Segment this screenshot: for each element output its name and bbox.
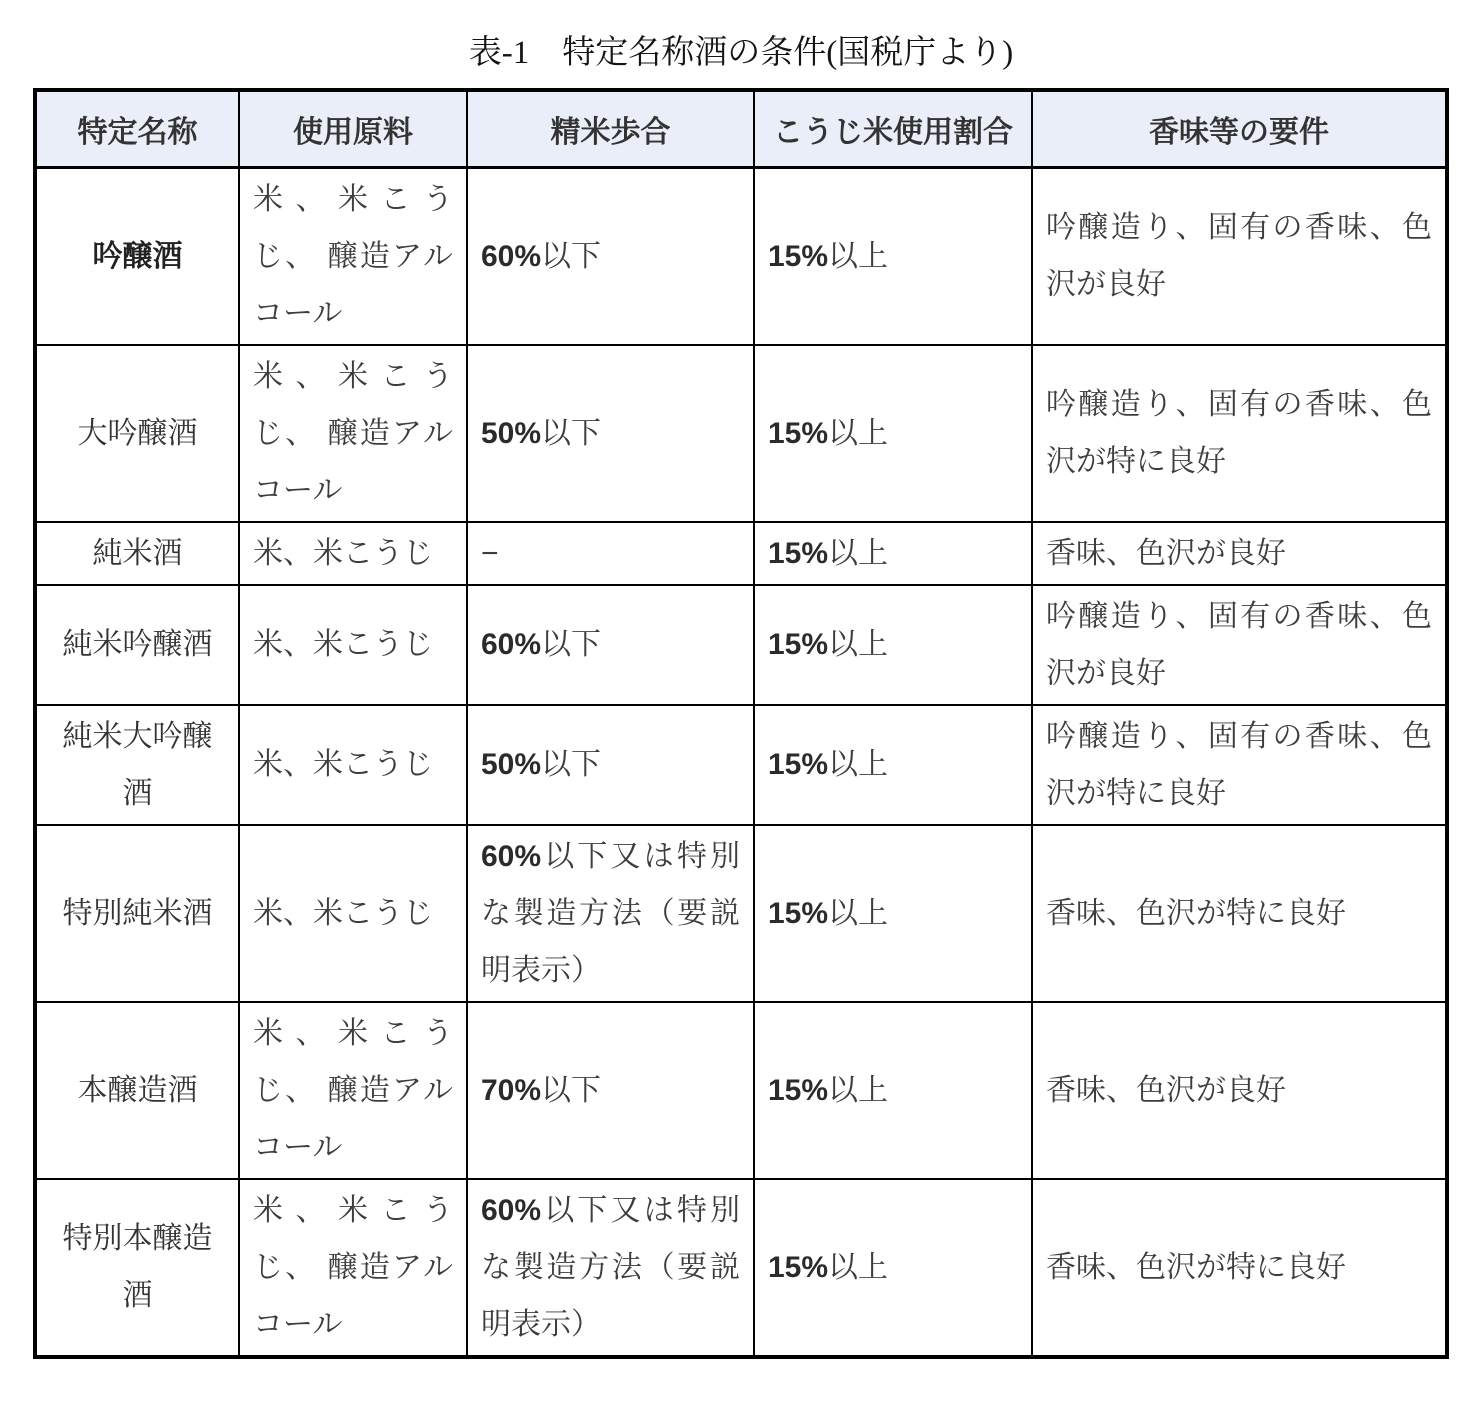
table-cell-name: 純米大吟醸酒 bbox=[35, 705, 239, 825]
column-header: こうじ米使用割合 bbox=[754, 90, 1032, 167]
table-cell-koji: 15%以上 bbox=[754, 167, 1032, 345]
column-header: 使用原料 bbox=[239, 90, 467, 167]
table-cell-polish: 60%以下又は特別な製造方法（要説明表示） bbox=[467, 825, 754, 1002]
table-row bbox=[35, 1179, 1447, 1357]
table-cell-name: 特別本醸造酒 bbox=[35, 1179, 239, 1357]
table-cell-name: 純米吟醸酒 bbox=[35, 585, 239, 705]
column-header: 香味等の要件 bbox=[1032, 90, 1447, 167]
percentage-value: 15% bbox=[768, 536, 829, 570]
percentage-value: 60% bbox=[481, 839, 542, 873]
table-cell-polish: 50%以下 bbox=[467, 345, 754, 522]
percentage-value: 60% bbox=[481, 628, 542, 661]
table-cell-koji: 15%以上 bbox=[754, 585, 1032, 705]
table-cell-ingredients: 米、米こうじ bbox=[239, 705, 467, 825]
table-cell-koji: 15%以上 bbox=[754, 1179, 1032, 1357]
percentage-value: 15% bbox=[768, 896, 829, 930]
table-cell-ingredients: 米、米こうじ、 醸造アルコール bbox=[239, 1002, 467, 1179]
table-cell-name: 大吟醸酒 bbox=[35, 345, 239, 522]
header-row bbox=[35, 90, 1447, 167]
sake-classification-table bbox=[33, 88, 1449, 1359]
table-row bbox=[35, 345, 1447, 522]
table-cell-name: 吟醸酒 bbox=[35, 167, 239, 345]
table-cell-polish: 60%以下 bbox=[467, 585, 754, 705]
table-cell-polish: 50%以下 bbox=[467, 705, 754, 825]
table-cell-flavor: 香味、色沢が良好 bbox=[1032, 1002, 1447, 1179]
table-cell-flavor: 吟醸造り、固有の香味、色沢が良好 bbox=[1032, 167, 1447, 345]
table-row bbox=[35, 825, 1447, 1002]
table-row bbox=[35, 167, 1447, 345]
table-cell-polish: 70%以下 bbox=[467, 1002, 754, 1179]
percentage-value: 15% bbox=[768, 628, 829, 661]
table-cell-koji: 15%以上 bbox=[754, 705, 1032, 825]
table-cell-polish: − bbox=[467, 522, 754, 585]
table-cell-flavor: 香味、色沢が特に良好 bbox=[1032, 825, 1447, 1002]
percentage-value: 15% bbox=[768, 239, 829, 273]
percentage-value: 15% bbox=[768, 1250, 829, 1284]
table-row bbox=[35, 705, 1447, 825]
document-page bbox=[0, 26, 1482, 1416]
table-cell-koji: 15%以上 bbox=[754, 345, 1032, 522]
table-body bbox=[35, 167, 1447, 1357]
table-cell-polish: 60%以下 bbox=[467, 167, 754, 345]
percentage-value: 50% bbox=[481, 416, 542, 450]
table-row bbox=[35, 522, 1447, 585]
table-cell-koji: 15%以上 bbox=[754, 1002, 1032, 1179]
table-cell-koji: 15%以上 bbox=[754, 825, 1032, 1002]
table-cell-flavor: 吟醸造り、固有の香味、色沢が特に良好 bbox=[1032, 705, 1447, 825]
percentage-value: 15% bbox=[768, 416, 829, 450]
percentage-value: 60% bbox=[481, 1193, 542, 1227]
table-cell-flavor: 香味、色沢が良好 bbox=[1032, 522, 1447, 585]
percentage-value: 15% bbox=[768, 748, 829, 781]
column-header: 精米歩合 bbox=[467, 90, 754, 167]
table-row bbox=[35, 585, 1447, 705]
table-cell-flavor: 吟醸造り、固有の香味、色沢が特に良好 bbox=[1032, 345, 1447, 522]
table-cell-ingredients: 米、米こうじ bbox=[239, 522, 467, 585]
percentage-value: 15% bbox=[768, 1073, 829, 1107]
percentage-value: 50% bbox=[481, 748, 542, 781]
table-cell-flavor: 吟醸造り、固有の香味、色沢が良好 bbox=[1032, 585, 1447, 705]
table-cell-name: 本醸造酒 bbox=[35, 1002, 239, 1179]
table-cell-ingredients: 米、米こうじ、 醸造アルコール bbox=[239, 1179, 467, 1357]
table-cell-ingredients: 米、米こうじ、 醸造アルコール bbox=[239, 345, 467, 522]
table-caption: 表-1 特定名称酒の条件(国税庁より) bbox=[468, 35, 1014, 71]
table-cell-polish: 60%以下又は特別な製造方法（要説明表示） bbox=[467, 1179, 754, 1357]
percentage-value: 70% bbox=[481, 1073, 542, 1107]
table-cell-koji: 15%以上 bbox=[754, 522, 1032, 585]
table-cell-name: 特別純米酒 bbox=[35, 825, 239, 1002]
column-header: 特定名称 bbox=[35, 90, 239, 167]
table-cell-ingredients: 米、米こうじ bbox=[239, 825, 467, 1002]
table-cell-name: 純米酒 bbox=[35, 522, 239, 585]
table-cell-ingredients: 米、米こうじ、 醸造アルコール bbox=[239, 167, 467, 345]
table-row bbox=[35, 1002, 1447, 1179]
table-cell-flavor: 香味、色沢が特に良好 bbox=[1032, 1179, 1447, 1357]
percentage-value: 60% bbox=[481, 239, 542, 273]
table-cell-ingredients: 米、米こうじ bbox=[239, 585, 467, 705]
